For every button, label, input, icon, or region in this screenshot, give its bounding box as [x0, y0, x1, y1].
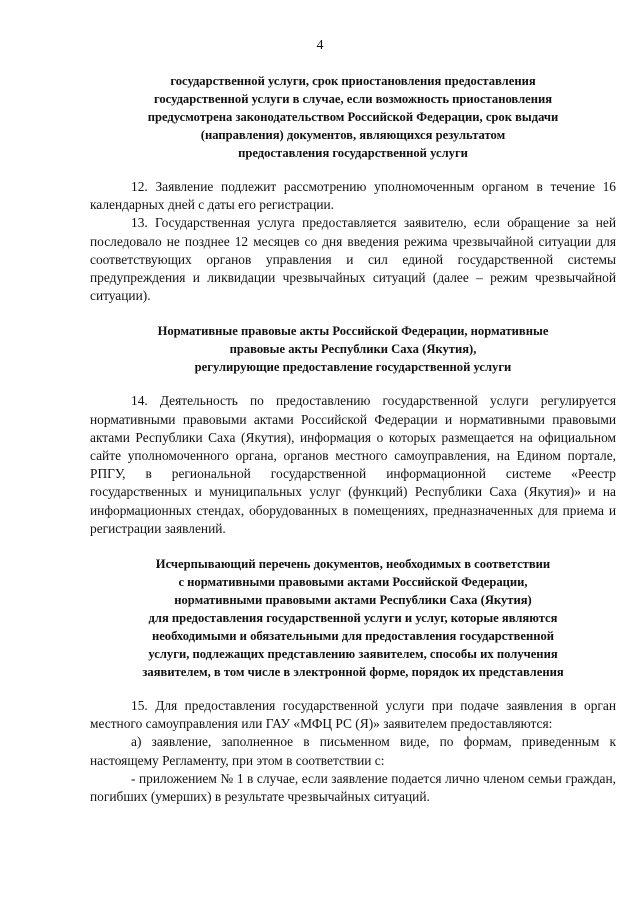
heading-line: (направления) документов, являющихся результатом [200, 128, 506, 142]
heading-line: Нормативные правовые акты Российской Федерации, нормативные [157, 324, 549, 339]
paragraph-14: 14. Деятельность по предоставлению государственной услуги регулируется нормативными правовыми актами Российской Федерации и нормативными правовыми актами Республики Саха (Якутия), информация о которых размещается на официальном сайте уполномоченного органа, органов местного самоуправления, на Едином портале, РПГУ, в региональной государственной информационной системе «Реестр государственных и муниципальных услуг (функций) Республики Саха (Якутия)» и на информационных стендах, оборудованных в помещениях, предназначенных для приема и регистрации заявлений. [90, 393, 616, 536]
paragraph-15: 15. Для предоставления государственной услуги при подаче заявления в орган местного самоуправления или ГАУ «МФЦ РС (Я)» заявителем предоставляются: [90, 698, 616, 732]
paragraph-12: 12. Заявление подлежит рассмотрению уполномоченным органом в течение 16 календарных дней с даты его регистрации. [90, 179, 616, 213]
heading-line: услуги, подлежащих представлению заявителем, способы их получения [148, 647, 558, 662]
heading-line: для предоставления государственной услуги и услуг, которые являются [148, 611, 558, 626]
paragraph-15-a-item-1: - приложением № 1 в случае, если заявление подается лично членом семьи граждан, погибших (умерших) в результате чрезвычайных ситуаций. [90, 770, 616, 805]
heading-line: необходимыми и обязательными для предоставления государственной [151, 629, 555, 644]
heading-line: нормативными правовыми актами Республики Саха (Якутия) [174, 593, 532, 608]
page-number: 4 [316, 38, 324, 53]
heading-line: правовые акты Республики Саха (Якутия), [229, 342, 477, 357]
heading-line: предоставления государственной услуги [238, 146, 468, 160]
section-heading-service-terms [90, 72, 616, 162]
section-heading-legal-acts [90, 322, 616, 376]
heading-line: предусмотрена законодательством Российской Федерации, срок выдачи [147, 110, 559, 124]
heading-line: регулирующие предоставление государственной услуги [194, 360, 512, 375]
heading-line: государственной услуги, срок приостановления предоставления [170, 74, 536, 88]
page-content [90, 72, 616, 806]
heading-line: с нормативными правовыми актами Российской Федерации, [178, 575, 528, 590]
heading-line: заявителем, в том числе в электронной форме, порядок их представления [142, 665, 564, 680]
heading-line: государственной услуги в случае, если возможность приостановления [153, 92, 553, 106]
heading-line: Исчерпывающий перечень документов, необходимых в соответствии [155, 557, 551, 572]
paragraph-15-a: а) заявление, заполненное в письменном виде, по формам, приведенным к настоящему Регламенту, при этом в соответствии с: [90, 734, 616, 768]
paragraph-13: 13. Государственная услуга предоставляется заявителю, если обращение за ней последовало не позднее 12 месяцев со дня введения режима чрезвычайной ситуации для соответствующих органов управления и сил единой государственной системы предупреждения и ликвидации чрезвычайных ситуаций (далее – режим чрезвычайной ситуации). [90, 215, 616, 304]
section-heading-documents-list [90, 555, 616, 681]
